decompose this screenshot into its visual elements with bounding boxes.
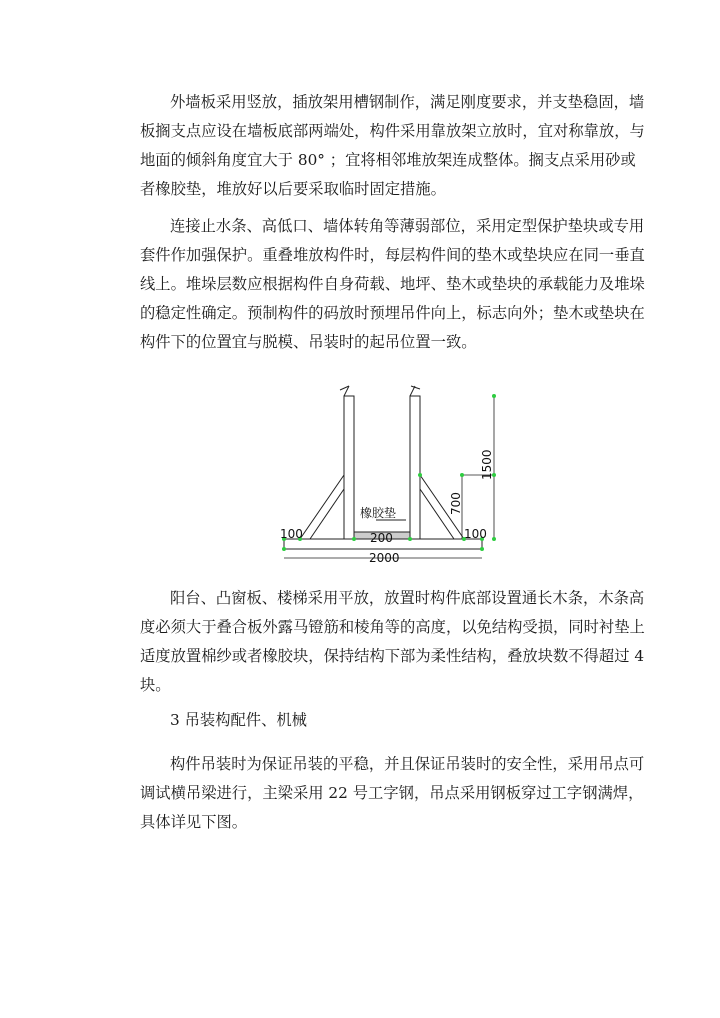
total-height-dimension-label: 1500	[480, 449, 494, 480]
left-post	[344, 396, 354, 539]
paragraph-flat-stacking	[140, 584, 645, 700]
rubber-pad-label: 橡胶垫	[360, 506, 397, 520]
right-dimension-label: 100	[464, 527, 487, 541]
text-line: 调试横吊梁进行，主梁采用 22 号工字钢，吊点采用钢板穿过工字钢满焊，	[140, 784, 644, 802]
section-heading: 3 吊装构配件、机械	[170, 711, 307, 729]
text-line: 构件吊装时为保证吊装的平稳，并且保证吊装时的安全性，采用吊点可	[170, 755, 645, 773]
text-line: 外墙板采用竖放，插放架用槽钢制作，满足刚度要求，并支垫稳固，墙	[170, 93, 645, 111]
text-line: 地面的倾斜角度宜大于 80° ；宜将相邻堆放架连成整体。搁支点采用砂或	[140, 151, 636, 169]
paragraph-weak-parts-protection	[140, 212, 645, 357]
text-line: 连接止水条、高低口、墙体转角等薄弱部位，采用定型保护垫块或专用	[170, 217, 645, 235]
text-line: 的稳定性确定。预制构件的码放时预埋吊件向上，标志向外；垫木或垫块在	[140, 304, 645, 322]
text-line: 块。	[140, 676, 171, 694]
text-line: 阳台、凸窗板、楼梯采用平放，放置时构件底部设置通长木条，木条高	[170, 589, 645, 607]
text-line: 适度放置棉纱或者橡胶块，保持结构下部为柔性结构，叠放块数不得超过 4	[140, 647, 645, 665]
right-post	[410, 396, 420, 539]
text-line: 板搁支点应设在墙板底部两端处，构件采用靠放架立放时，宜对称靠放，与	[140, 122, 645, 140]
left-dimension-label: 100	[280, 527, 303, 541]
brace-height-dimension-label: 700	[449, 492, 463, 515]
text-line: 套件作加强保护。重叠堆放构件时，每层构件间的垫木或垫块应在同一垂直	[140, 246, 645, 264]
total-width-dimension-label: 2000	[369, 551, 400, 565]
right-post-tip	[411, 386, 420, 389]
text-line: 者橡胶垫，堆放好以后要采取临时固定措施。	[140, 180, 446, 198]
paragraph-lifting-beam	[140, 750, 645, 837]
text-line: 线上。堆垛层数应根据构件自身荷载、地坪、垫木或垫块的承载能力及堆垛	[140, 275, 645, 293]
text-line: 构件下的位置宜与脱模、吊装时的起吊位置一致。	[140, 333, 477, 351]
storage-rack-diagram	[266, 380, 506, 570]
text-line: 度必须大于叠合板外露马镫筋和棱角等的高度，以免结构受损，同时衬垫上	[140, 618, 645, 636]
storage-rack-drawing	[266, 380, 506, 570]
text-line: 具体详见下图。	[140, 813, 248, 831]
left-brace	[310, 489, 344, 539]
left-brace	[300, 475, 344, 539]
paragraph-wall-panel-storage	[140, 88, 645, 204]
center-dimension-label: 200	[370, 531, 393, 545]
